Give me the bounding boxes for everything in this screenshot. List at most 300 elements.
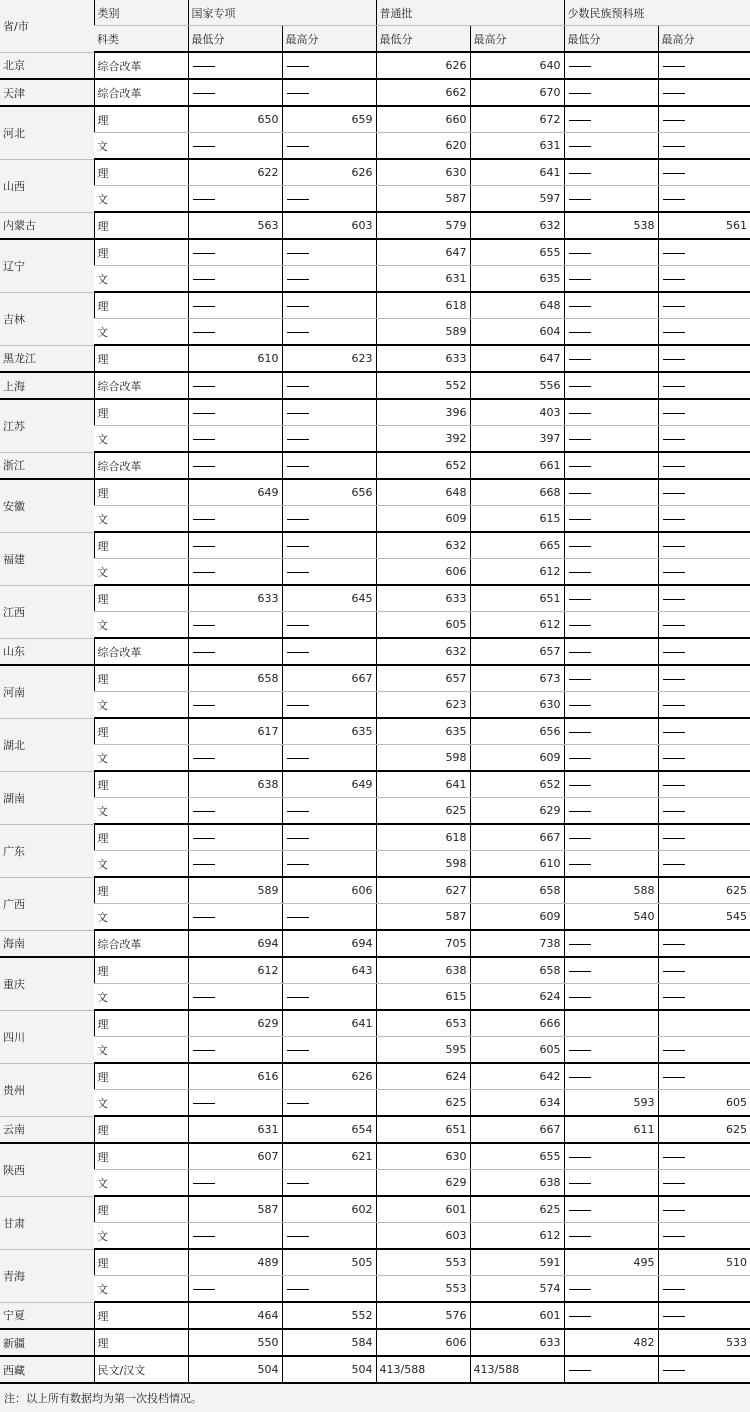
- regular-max-cell: 612: [470, 612, 564, 639]
- dash-mark: [287, 1289, 309, 1290]
- regular-min-cell: 657: [376, 665, 470, 692]
- regular-min-cell: 641: [376, 771, 470, 798]
- regular-max-cell: 403: [470, 399, 564, 426]
- regular-max-cell: 655: [470, 1143, 564, 1170]
- dash-mark: [193, 199, 215, 200]
- national-max-cell: [282, 79, 376, 106]
- regular-min-cell: 615: [376, 984, 470, 1011]
- dash-mark: [663, 493, 685, 494]
- dash-mark: [193, 1183, 215, 1184]
- dash-mark: [663, 1077, 685, 1078]
- minority-min-cell: [564, 692, 658, 719]
- table-row: [0, 638, 750, 665]
- table-row: [0, 957, 750, 984]
- table-row: [0, 665, 750, 692]
- dash-mark: [663, 1316, 685, 1317]
- group-header-national: 国家专项: [188, 0, 376, 26]
- dash-mark: [569, 944, 591, 945]
- minority-max-cell: [658, 1196, 750, 1223]
- national-max-cell: [282, 798, 376, 825]
- dash-mark: [287, 253, 309, 254]
- subject-cell: 理: [94, 877, 188, 904]
- dash-mark: [287, 864, 309, 865]
- dash-mark: [287, 1236, 309, 1237]
- minority-max-cell: [658, 159, 750, 186]
- group-header-minority: 少数民族预科班: [564, 0, 750, 26]
- dash-mark: [569, 971, 591, 972]
- regular-min-cell: 605: [376, 612, 470, 639]
- national-max-cell: [282, 1276, 376, 1303]
- table-row: [0, 1037, 750, 1064]
- regular-min-cell: 651: [376, 1116, 470, 1143]
- national-max-cell: 649: [282, 771, 376, 798]
- regular-min-cell: 413/588: [376, 1356, 470, 1383]
- minority-max-cell: [658, 1037, 750, 1064]
- regular-min-cell: 633: [376, 345, 470, 372]
- minority-min-cell: [564, 345, 658, 372]
- regular-min-cell: 630: [376, 1143, 470, 1170]
- dash-mark: [193, 386, 215, 387]
- minority-min-cell: [564, 452, 658, 479]
- dash-mark: [569, 1316, 591, 1317]
- regular-max-cell: 665: [470, 532, 564, 559]
- footnote: 注：以上所有数据均为第一次投档情况。: [0, 1384, 750, 1412]
- national-max-cell: 659: [282, 106, 376, 133]
- dash-mark: [193, 439, 215, 440]
- dash-mark: [663, 306, 685, 307]
- minority-max-cell: [658, 345, 750, 372]
- national-max-cell: [282, 452, 376, 479]
- national-max-cell: 635: [282, 718, 376, 745]
- minority-max-cell: [658, 612, 750, 639]
- national-min-cell: 587: [188, 1196, 282, 1223]
- table-row: [0, 1302, 750, 1329]
- regular-min-cell: 606: [376, 1329, 470, 1356]
- national-min-cell: [188, 319, 282, 346]
- dash-mark: [287, 279, 309, 280]
- minority-min-cell: [564, 1143, 658, 1170]
- group-header-regular: 普通批: [376, 0, 564, 26]
- regular-max-cell: 655: [470, 239, 564, 266]
- minority-min-cell: [564, 532, 658, 559]
- subject-cell: 理: [94, 718, 188, 745]
- regular-min-cell: 598: [376, 745, 470, 772]
- province-cell: 山西: [0, 159, 94, 212]
- minority-min-cell: [564, 1170, 658, 1197]
- dash-mark: [287, 917, 309, 918]
- regular-min-cell: 648: [376, 479, 470, 506]
- national-max-cell: [282, 506, 376, 533]
- national-min-cell: [188, 52, 282, 79]
- subject-cell: 综合改革: [94, 372, 188, 399]
- minority-min-cell: [564, 52, 658, 79]
- table-row: [0, 904, 750, 931]
- minority-min-cell: [564, 665, 658, 692]
- minority-min-cell: [564, 186, 658, 213]
- regular-min-cell: 660: [376, 106, 470, 133]
- national-max-cell: 584: [282, 1329, 376, 1356]
- dash-mark: [569, 652, 591, 653]
- regular-min-cell: 625: [376, 798, 470, 825]
- dash-mark: [569, 811, 591, 812]
- dash-mark: [287, 306, 309, 307]
- regular-max-cell: 574: [470, 1276, 564, 1303]
- minority-min-cell: [564, 1037, 658, 1064]
- dash-mark: [569, 1183, 591, 1184]
- province-cell: 广西: [0, 877, 94, 930]
- minority-max-cell: [658, 559, 750, 586]
- dash-mark: [569, 758, 591, 759]
- province-cell: 山东: [0, 638, 94, 665]
- regular-max-cell: 610: [470, 851, 564, 878]
- dash-mark: [287, 997, 309, 998]
- national-max-cell: 654: [282, 1116, 376, 1143]
- dash-mark: [287, 519, 309, 520]
- national-max-cell: [282, 1037, 376, 1064]
- regular-max-cell: 630: [470, 692, 564, 719]
- dash-mark: [287, 572, 309, 573]
- regular-min-cell: 618: [376, 292, 470, 319]
- subject-cell: 理: [94, 771, 188, 798]
- national-max-cell: [282, 1090, 376, 1117]
- dash-mark: [663, 944, 685, 945]
- dash-mark: [193, 466, 215, 467]
- minority-max-cell: [658, 798, 750, 825]
- regular-min-cell: 609: [376, 506, 470, 533]
- regular-max-cell: 657: [470, 638, 564, 665]
- national-max-cell: [282, 1223, 376, 1250]
- regular-min-cell: 601: [376, 1196, 470, 1223]
- minority-min-cell: [564, 106, 658, 133]
- minority-max-cell: [658, 1223, 750, 1250]
- regular-min-cell: 705: [376, 930, 470, 957]
- province-cell: 云南: [0, 1116, 94, 1143]
- dash-mark: [663, 679, 685, 680]
- table-row: [0, 399, 750, 426]
- subject-cell: 文: [94, 506, 188, 533]
- dash-mark: [193, 519, 215, 520]
- dash-mark: [193, 997, 215, 998]
- subject-header: 科类: [94, 26, 188, 53]
- category-header: 类别: [94, 0, 188, 26]
- regular-min-cell: 635: [376, 718, 470, 745]
- minority-max-cell: [658, 957, 750, 984]
- subject-cell: 理: [94, 532, 188, 559]
- subject-cell: 文: [94, 1170, 188, 1197]
- regular-max-cell: 672: [470, 106, 564, 133]
- province-cell: 浙江: [0, 452, 94, 479]
- minority-max-cell: 625: [658, 1116, 750, 1143]
- province-cell: 河南: [0, 665, 94, 718]
- table-row: [0, 877, 750, 904]
- minority-min-cell: [564, 798, 658, 825]
- dash-mark: [663, 1183, 685, 1184]
- national-min-cell: [188, 1090, 282, 1117]
- national-max-cell: [282, 399, 376, 426]
- dash-mark: [193, 625, 215, 626]
- table-row: [0, 612, 750, 639]
- dash-mark: [193, 705, 215, 706]
- national-max-cell: 621: [282, 1143, 376, 1170]
- dash-mark: [663, 785, 685, 786]
- national-min-cell: [188, 1276, 282, 1303]
- subject-cell: 理: [94, 824, 188, 851]
- table-row: [0, 1170, 750, 1197]
- minority-min-cell: [564, 1356, 658, 1383]
- minority-min-cell: [564, 319, 658, 346]
- national-min-cell: [188, 798, 282, 825]
- regular-max-cell: 668: [470, 479, 564, 506]
- dash-mark: [569, 1050, 591, 1051]
- dash-mark: [193, 546, 215, 547]
- minority-min-cell: [564, 1223, 658, 1250]
- table-row: [0, 1010, 750, 1037]
- dash-mark: [287, 838, 309, 839]
- regular-min-cell: 606: [376, 559, 470, 586]
- province-cell: 重庆: [0, 957, 94, 1010]
- national-min-cell: 616: [188, 1063, 282, 1090]
- province-cell: 吉林: [0, 292, 94, 345]
- minority-min-cell: [564, 426, 658, 453]
- subject-cell: 文: [94, 745, 188, 772]
- national-min-cell: 629: [188, 1010, 282, 1037]
- subject-cell: 文: [94, 559, 188, 586]
- national-max-cell: [282, 692, 376, 719]
- dash-mark: [663, 971, 685, 972]
- dash-mark: [663, 413, 685, 414]
- regular-min-cell: 631: [376, 266, 470, 293]
- dash-mark: [193, 306, 215, 307]
- minority-max-cell: [658, 1143, 750, 1170]
- dash-mark: [663, 253, 685, 254]
- minority-min-cell: 611: [564, 1116, 658, 1143]
- minority-max-cell: [658, 1010, 750, 1037]
- table-row: [0, 1116, 750, 1143]
- subject-cell: 文: [94, 984, 188, 1011]
- dash-mark: [193, 146, 215, 147]
- province-cell: 安徽: [0, 479, 94, 532]
- minority-min-cell: [564, 718, 658, 745]
- minority-min-cell: 588: [564, 877, 658, 904]
- dash-mark: [193, 864, 215, 865]
- national-min-cell: [188, 532, 282, 559]
- minority-min-cell: [564, 133, 658, 160]
- dash-mark: [287, 199, 309, 200]
- minority-min-cell: [564, 1010, 658, 1037]
- min-score-header: 最低分: [188, 26, 282, 53]
- dash-mark: [287, 466, 309, 467]
- subject-cell: 理: [94, 1010, 188, 1037]
- dash-mark: [287, 413, 309, 414]
- subject-cell: 理: [94, 345, 188, 372]
- province-cell: 天津: [0, 79, 94, 106]
- dash-mark: [663, 466, 685, 467]
- subject-cell: 文: [94, 798, 188, 825]
- dash-mark: [663, 652, 685, 653]
- national-max-cell: [282, 984, 376, 1011]
- national-max-cell: [282, 133, 376, 160]
- national-min-cell: 658: [188, 665, 282, 692]
- national-min-cell: 649: [188, 479, 282, 506]
- dash-mark: [663, 1050, 685, 1051]
- dash-mark: [193, 1289, 215, 1290]
- regular-min-cell: 638: [376, 957, 470, 984]
- national-max-cell: 643: [282, 957, 376, 984]
- regular-max-cell: 633: [470, 1329, 564, 1356]
- regular-max-cell: 666: [470, 1010, 564, 1037]
- dash-mark: [663, 93, 685, 94]
- table-row: [0, 692, 750, 719]
- regular-min-cell: 587: [376, 904, 470, 931]
- subject-cell: 文: [94, 904, 188, 931]
- province-header: 省/市: [0, 0, 94, 52]
- regular-max-cell: 631: [470, 133, 564, 160]
- minority-max-cell: [658, 585, 750, 612]
- subject-cell: 文: [94, 851, 188, 878]
- regular-max-cell: 648: [470, 292, 564, 319]
- dash-mark: [569, 1210, 591, 1211]
- regular-max-cell: 413/588: [470, 1356, 564, 1383]
- min-score-header: 最低分: [564, 26, 658, 53]
- national-max-cell: 694: [282, 930, 376, 957]
- national-max-cell: [282, 559, 376, 586]
- province-cell: 广东: [0, 824, 94, 877]
- minority-min-cell: [564, 506, 658, 533]
- subject-cell: 理: [94, 106, 188, 133]
- national-max-cell: [282, 239, 376, 266]
- dash-mark: [193, 66, 215, 67]
- subject-cell: 理: [94, 1143, 188, 1170]
- regular-max-cell: 638: [470, 1170, 564, 1197]
- subject-cell: 理: [94, 159, 188, 186]
- table-row: [0, 798, 750, 825]
- subject-cell: 文: [94, 186, 188, 213]
- dash-mark: [663, 1289, 685, 1290]
- minority-max-cell: [658, 532, 750, 559]
- minority-max-cell: [658, 718, 750, 745]
- province-cell: 陕西: [0, 1143, 94, 1196]
- regular-max-cell: 615: [470, 506, 564, 533]
- table-row: [0, 585, 750, 612]
- national-min-cell: [188, 1223, 282, 1250]
- regular-max-cell: 656: [470, 718, 564, 745]
- table-row: [0, 1276, 750, 1303]
- subject-cell: 文: [94, 133, 188, 160]
- dash-mark: [193, 1050, 215, 1051]
- national-min-cell: [188, 372, 282, 399]
- regular-max-cell: 667: [470, 824, 564, 851]
- national-max-cell: 645: [282, 585, 376, 612]
- table-row: [0, 372, 750, 399]
- dash-mark: [569, 120, 591, 121]
- national-min-cell: [188, 1037, 282, 1064]
- dash-mark: [193, 838, 215, 839]
- regular-max-cell: 634: [470, 1090, 564, 1117]
- minority-min-cell: [564, 292, 658, 319]
- regular-max-cell: 670: [470, 79, 564, 106]
- national-min-cell: [188, 426, 282, 453]
- national-min-cell: 633: [188, 585, 282, 612]
- minority-max-cell: [658, 319, 750, 346]
- minority-max-cell: 605: [658, 1090, 750, 1117]
- minority-max-cell: [658, 1356, 750, 1383]
- minority-min-cell: [564, 372, 658, 399]
- minority-min-cell: [564, 1302, 658, 1329]
- minority-max-cell: [658, 79, 750, 106]
- dash-mark: [569, 1370, 591, 1371]
- table-row: [0, 1329, 750, 1356]
- national-max-cell: 606: [282, 877, 376, 904]
- minority-max-cell: [658, 824, 750, 851]
- regular-min-cell: 630: [376, 159, 470, 186]
- dash-mark: [663, 386, 685, 387]
- dash-mark: [569, 1289, 591, 1290]
- dash-mark: [569, 66, 591, 67]
- regular-max-cell: 629: [470, 798, 564, 825]
- table-row: [0, 745, 750, 772]
- national-min-cell: 650: [188, 106, 282, 133]
- dash-mark: [569, 1077, 591, 1078]
- dash-mark: [287, 66, 309, 67]
- dash-mark: [663, 546, 685, 547]
- minority-max-cell: [658, 266, 750, 293]
- dash-mark: [287, 1103, 309, 1104]
- minority-min-cell: [564, 399, 658, 426]
- province-cell: 青海: [0, 1249, 94, 1302]
- dash-mark: [287, 705, 309, 706]
- table-row: [0, 52, 750, 79]
- province-cell: 西藏: [0, 1356, 94, 1383]
- minority-max-cell: [658, 665, 750, 692]
- minority-max-cell: 545: [658, 904, 750, 931]
- national-min-cell: 563: [188, 212, 282, 239]
- dash-mark: [193, 917, 215, 918]
- minority-min-cell: 540: [564, 904, 658, 931]
- dash-mark: [569, 306, 591, 307]
- province-cell: 黑龙江: [0, 345, 94, 372]
- subject-cell: 文: [94, 1090, 188, 1117]
- table-row: [0, 319, 750, 346]
- minority-min-cell: [564, 612, 658, 639]
- province-cell: 江西: [0, 585, 94, 638]
- regular-min-cell: 620: [376, 133, 470, 160]
- minority-max-cell: [658, 1170, 750, 1197]
- regular-max-cell: 673: [470, 665, 564, 692]
- national-max-cell: [282, 292, 376, 319]
- dash-mark: [569, 1236, 591, 1237]
- national-min-cell: [188, 638, 282, 665]
- national-max-cell: 626: [282, 1063, 376, 1090]
- minority-min-cell: [564, 585, 658, 612]
- national-min-cell: [188, 452, 282, 479]
- subject-cell: 民文/汉文: [94, 1356, 188, 1383]
- dash-mark: [569, 146, 591, 147]
- minority-max-cell: [658, 186, 750, 213]
- table-row: [0, 1356, 750, 1383]
- minority-min-cell: [564, 930, 658, 957]
- regular-max-cell: 667: [470, 1116, 564, 1143]
- dash-mark: [569, 279, 591, 280]
- regular-max-cell: 651: [470, 585, 564, 612]
- national-max-cell: [282, 372, 376, 399]
- minority-min-cell: [564, 1276, 658, 1303]
- national-min-cell: [188, 506, 282, 533]
- dash-mark: [569, 253, 591, 254]
- national-min-cell: 631: [188, 1116, 282, 1143]
- minority-max-cell: [658, 239, 750, 266]
- province-cell: 海南: [0, 930, 94, 957]
- minority-max-cell: [658, 452, 750, 479]
